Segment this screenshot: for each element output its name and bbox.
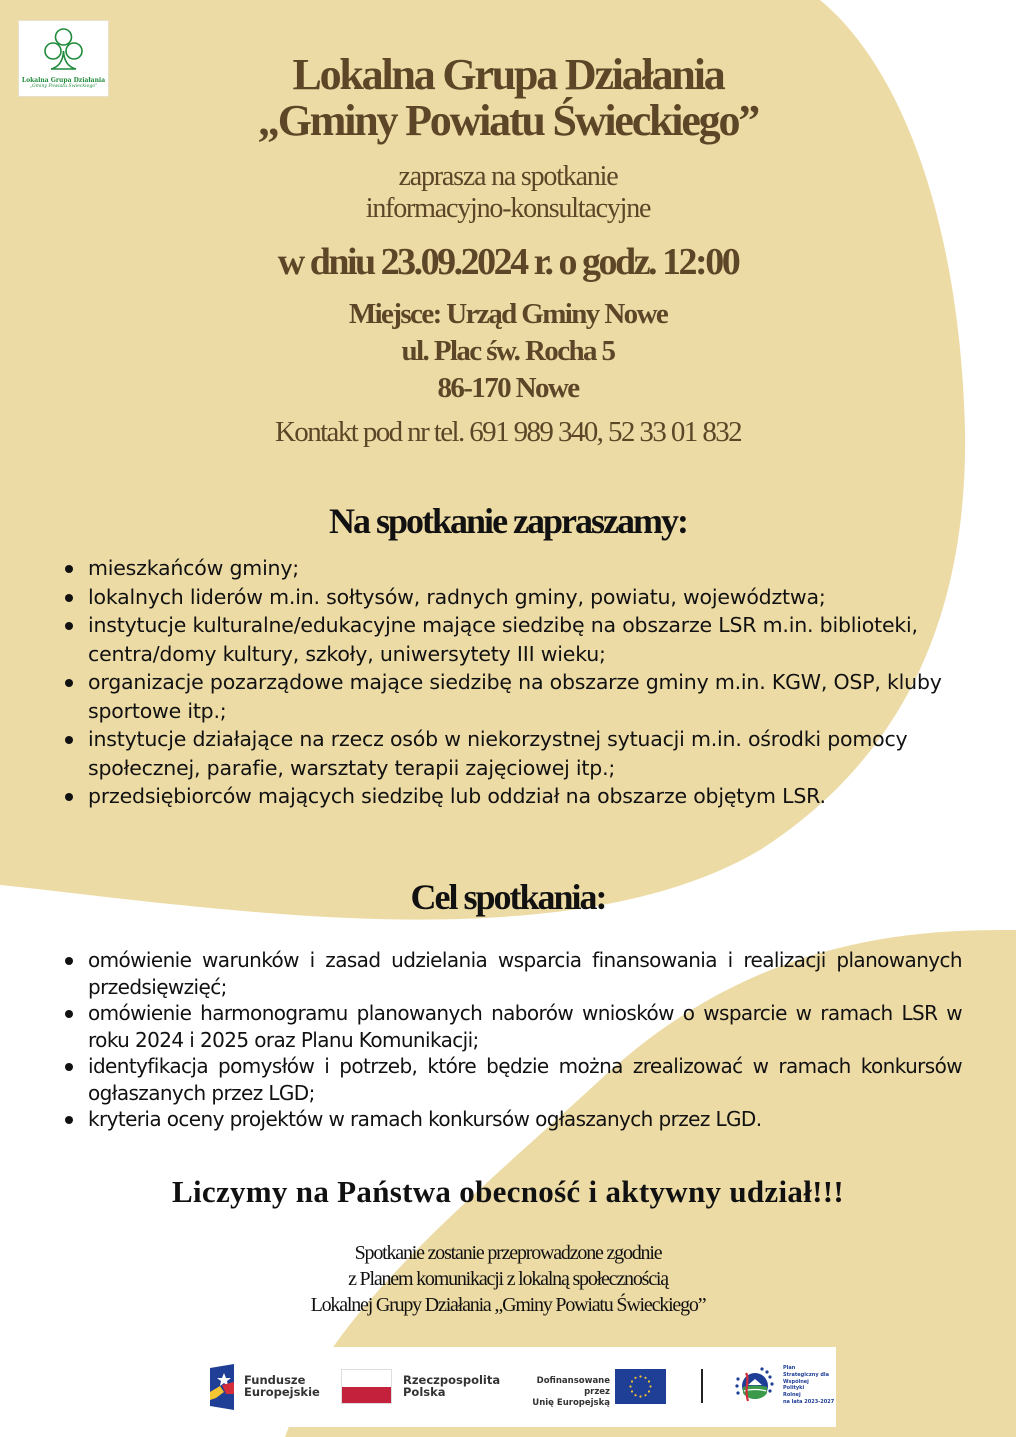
ps-label-line5: Rolnej — [783, 1392, 801, 1399]
fe-label-line2: Europejskie — [244, 1385, 320, 1399]
note-line2: z Planem komunikacji z lokalną społecznością — [348, 1268, 668, 1290]
ps-label-line1: Plan — [783, 1365, 796, 1371]
goal-item: omówienie harmonogramu planowanych naborów wniosków o wsparcie w ramach LSR w roku 2024 i 2025 oraz Planu Komunikacji; — [62, 1000, 962, 1053]
ps-label-line4: Polityki — [783, 1385, 805, 1392]
eu-flag-icon — [615, 1369, 666, 1404]
rp-label-line1: Rzeczpospolita — [403, 1373, 501, 1387]
eu-label-line2: Unię Europejską — [532, 1398, 610, 1408]
goal-list — [62, 947, 962, 1133]
place-line2: ul. Plac św. Rocha 5 — [401, 335, 615, 367]
invited-item: instytucje kulturalne/edukacyjne mające siedzibę na obszarze LSR m.in. biblioteki, centra/domy kultury, szkoły, uniwersytety III wieku; — [62, 611, 942, 668]
page-title-line1: Lokalna Grupa Działania — [292, 50, 724, 99]
invited-item: mieszkańców gminy; — [62, 554, 942, 583]
funding-logos-bar — [198, 1347, 836, 1427]
polish-flag-icon — [341, 1369, 392, 1404]
invite-line1: zaprasza na spotkanie — [398, 161, 618, 192]
goal-item: identyfikacja pomysłów i potrzeb, które będzie można zrealizować w ramach konkursów ogłaszanych przez LGD; — [62, 1053, 962, 1106]
invited-item: instytucje działające na rzecz osób w niekorzystnej sytuacji m.in. ośrodki pomocy społecznej, parafie, warsztaty terapii zajęciowej itp.; — [62, 725, 942, 782]
goal-item: omówienie warunków i zasad udzielania wsparcia finansowania i realizacji planowanych przedsięwzięć; — [62, 947, 962, 1000]
ps-label-line2: Strategiczny dla — [783, 1371, 830, 1378]
page-title-line2: „Gminy Powiatu Świeckiego” — [257, 96, 759, 145]
logo-text-line2: „Gminy Powiatu Świeckiego” — [29, 84, 98, 89]
note-line3: Lokalnej Grupy Działania „Gminy Powiatu Świeckiego” — [310, 1294, 706, 1316]
ps-label-line3: Wspólnej — [783, 1378, 809, 1385]
invite-line2: informacyjno-konsultacyjne — [365, 193, 651, 224]
logo-text-line1: Lokalna Grupa Działania — [21, 77, 106, 84]
fundusze-europejskie-icon — [210, 1364, 234, 1410]
invited-item: organizacje pozarządowe mające siedzibę na obszarze gminy m.in. KGW, OSP, kluby sportowe itp.; — [62, 668, 942, 725]
plan-strategiczny-icon — [734, 1365, 774, 1407]
invited-item: przedsiębiorców mających siedzibę lub oddział na obszarze objętym LSR. — [62, 782, 942, 811]
closing-message: Liczymy na Państwa obecność i aktywny udział!!! — [172, 1174, 844, 1209]
invited-item: lokalnych liderów m.in. sołtysów, radnych gminy, powiatu, województwa; — [62, 583, 942, 612]
eu-label-line1: Dofinansowane przez — [536, 1376, 610, 1397]
place-line3: 86-170 Nowe — [437, 372, 579, 404]
invited-list — [62, 554, 942, 811]
contact-phone: Kontakt pod nr tel. 691 989 340, 52 33 01 832 — [274, 416, 742, 448]
goal-item: kryteria oceny projektów w ramach konkursów ogłaszanych przez LGD. — [62, 1106, 962, 1133]
fe-label-line1: Fundusze — [244, 1373, 306, 1387]
event-date: w dniu 23.09.2024 r. o godz. 12:00 — [277, 241, 739, 283]
logo-separator — [701, 1369, 703, 1403]
invited-heading: Na spotkanie zapraszamy: — [329, 501, 687, 541]
place-line1: Miejsce: Urząd Gminy Nowe — [348, 298, 668, 330]
ps-label-line6: na lata 2023-2027 — [783, 1398, 835, 1405]
note-line1: Spotkanie zostanie przeprowadzone zgodnie — [354, 1242, 662, 1264]
rp-label-line2: Polska — [403, 1384, 446, 1399]
goal-heading: Cel spotkania: — [410, 877, 606, 917]
